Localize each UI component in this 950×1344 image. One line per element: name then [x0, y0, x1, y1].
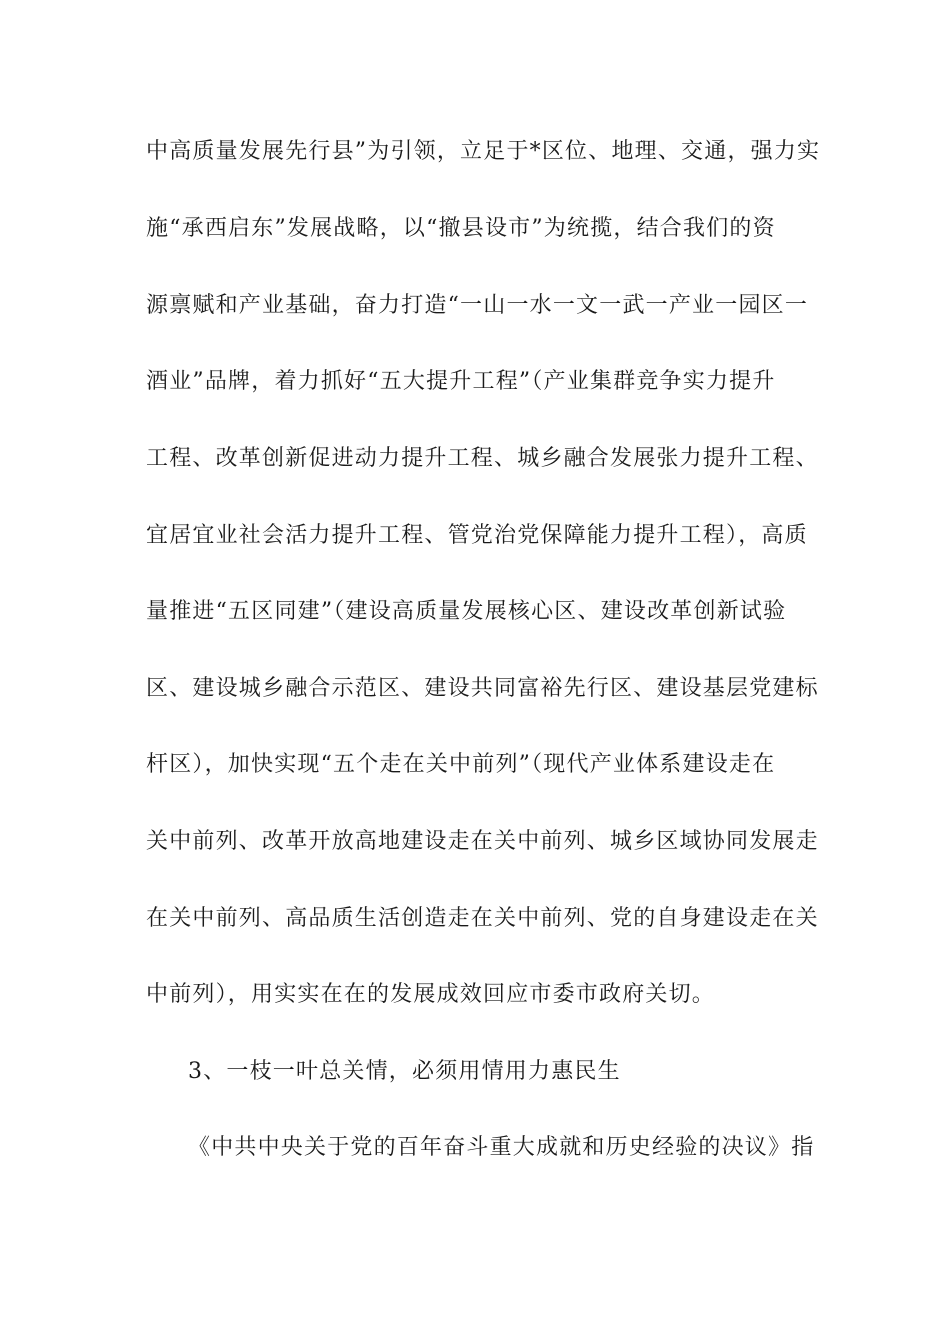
paragraph-line: 中高质量发展先行县”为引领，立足于*区位、地理、交通，强力实: [146, 139, 821, 164]
section-heading: 3、一枝一叶总关情，必须用情用力惠民生: [188, 1059, 621, 1084]
paragraph-line: 宜居宜业社会活力提升工程、管党治党保障能力提升工程），高质: [146, 523, 808, 548]
paragraph-line: 量推进“五区同建”（建设高质量发展核心区、建设改革创新试验: [146, 599, 787, 624]
paragraph-line: 区、建设城乡融合示范区、建设共同富裕先行区、建设基层党建标: [146, 676, 819, 701]
paragraph-line: 关中前列、改革开放高地建设走在关中前列、城乡区域协同发展走: [146, 829, 819, 854]
paragraph-line: 工程、改革创新促进动力提升工程、城乡融合发展张力提升工程、: [146, 446, 819, 471]
paragraph-line: 施“承西启东”发展战略，以“撤县设市”为统揽，结合我们的资: [146, 216, 776, 241]
paragraph-line: 《中共中央关于党的百年奋斗重大成就和历史经验的决议》指: [188, 1135, 815, 1160]
paragraph-line: 酒业”品牌，着力抓好“五大提升工程”（产业集群竞争实力提升: [146, 369, 776, 394]
paragraph-line: 在关中前列、高品质生活创造走在关中前列、党的自身建设走在关: [146, 906, 819, 931]
paragraph-line: 杆区），加快实现“五个走在关中前列”（现代产业体系建设走在: [146, 752, 776, 777]
paragraph-line: 源禀赋和产业基础，奋力打造“一山一水一文一武一产业一园区一: [146, 293, 809, 318]
paragraph-line: 中前列），用实实在在的发展成效回应市委市政府关切。: [146, 982, 716, 1007]
